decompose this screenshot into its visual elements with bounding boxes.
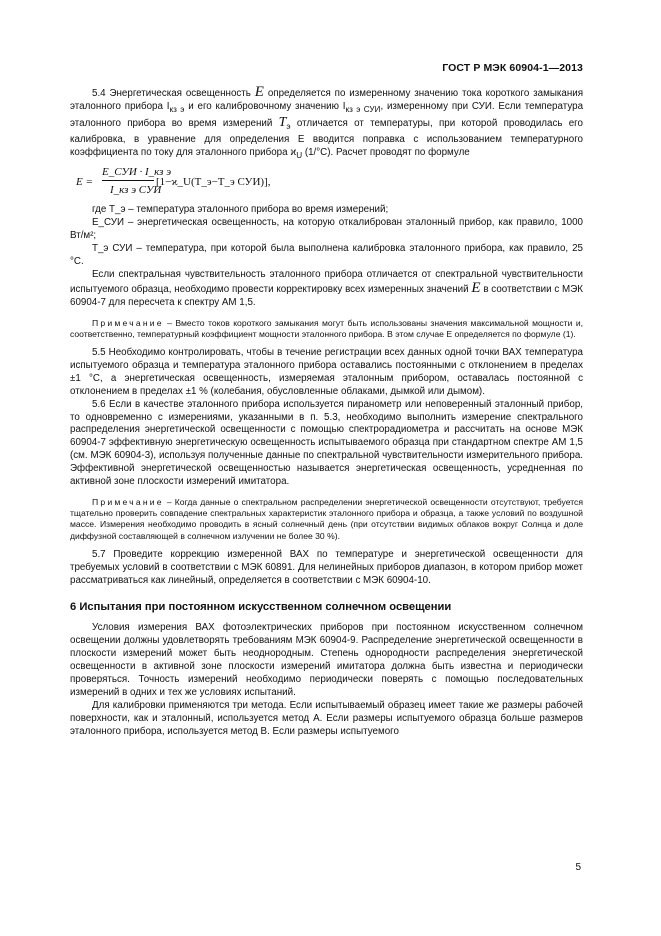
definition-item: T_э СУИ – температура, при которой была выполнена калибровка эталонного прибора, как правило, 25 °C. (70, 243, 583, 268)
paragraph-5-6: 5.6 Если в качестве эталонного прибора используется пиранометр или неповеренный эталонный прибор, то одновременно с измерениями, указанными в п. 5.3, необходимо выполнить измерение спектрального распределения энергетической освещенности с помощью спектрорадиометра и рассчитать на основе МЭК 60904-7 эффективную энергетическую освещенность испытываемого образца при стандартном спектре АМ 1,5 (см. МЭК 60904-3), используя полученные данные по спектральной чувствительности измерительного прибора. Эффективной энергетической освещенностью называется энергетическая освещенность, усредненная по активной зоне плоскости измерений имитатора. (70, 398, 583, 488)
page-number: 5 (575, 862, 581, 873)
paragraph-6-1: Условия измерения ВАХ фотоэлектрических приборов при постоянном искусственном солнечном освещении должны удовлетворять требованиям МЭК 60904-9. Распределение энергетической освещенности в плоскости измерений может быть неоднородным. Степень однородности распределения энергетической освещенности в активной зоне плоскости измерений имитатора должна быть известна и периодически проверяться. Точность измерений необходимо периодически поверять с помощью последовательных измерений в одних и тех же условиях испытаний. (70, 622, 583, 698)
fraction-bar (102, 180, 154, 181)
section-6-heading: 6 Испытания при постоянном искусственном солнечном освещении (70, 600, 452, 613)
paragraph-5-5: 5.5 Необходимо контролировать, чтобы в течение регистрации всех данных одной точки ВАХ температура испытуемого образца и температура эталонного прибора оставались постоянными с отклонением в пределах ±1 °C, а энергетическая освещенность, измеряемая эталонным прибором, оставалась постоянной с отклонением в пределах ±1 % (колебания, обусловленные облаками, дымкой или дымом). (70, 347, 583, 397)
symbol-e: E (471, 279, 481, 296)
note-2: Примечание – Когда данные о спектральном распределении энергетической освещенности отсутствуют, требуется тщательно проверить совпадение спектральных характеристик эталонного прибора и образца, а также условий по воздушной массе. Измерения необходимо проводить в ясный солнечный день (при отсутствии видимых облаков вокруг Солнца и доле диффузной составляющей в солнечном излучении не более 30 %). (70, 497, 583, 541)
symbol-e: E (254, 84, 264, 100)
note-1: Примечание – Вместо токов короткого замыкания могут быть использованы значения максимальной мощности и, соответственно, температурный коэффициент мощности эталонного прибора. В этом случае E определяется по формуле (1). (70, 317, 584, 339)
page-body (70, 86, 583, 739)
document-header: ГОСТ Р МЭК 60904-1—2013 (442, 62, 583, 74)
symbol-t: T (278, 114, 287, 130)
formula-numerator: E_СУИ · I_кз э (102, 166, 172, 179)
paragraph-5-7: 5.7 Проведите коррекцию измеренной ВАХ по температуре и энергетической освещенности для требуемых условий в соответствии с МЭК 60891. Для нелинейных приборов диапазон, в котором прибор может рассматриваться как линейный, определяется в соответствии с МЭК 60904-10. (70, 548, 583, 586)
definition-item: E_СУИ – энергетическая освещенность, на которую откалиброван эталонный прибор, как правило, 1000 Вт/м²; (70, 217, 583, 242)
formula-1: E = E_СУИ · I_кз э I_кз э СУИ [1−ϰ_U(T_э−T_э СУИ)], (76, 166, 271, 197)
formula-denominator: I_кз э СУИ (110, 184, 162, 197)
definition-item: где T_э – температура эталонного прибора во время измерений; (92, 204, 389, 216)
paragraph-6-2: Для калибровки применяются три метода. Если испытываемый образец имеет такие же размеры рабочей поверхности, как и эталонный, используется метод А. Если размеры испытуемого образца больше размеров эталонного прибора, используется метод В. Если размеры испытуемого (70, 699, 583, 737)
paragraph-5-4: 5.4 Энергетическая освещенность E определяется по измеренному значению тока короткого замыкания эталонного прибора $I_{кз э}$ и его калибровочному значению $I_{кз э СУИ}$, измеренному при СУИ. Если температура эталонного прибора во время измерений $T_э$ отличается от температуры, при которой проводилась его калибровка, в уравнение для определения E вводится поправка с использованием температурного коэффициента по току для эталонного прибора $ϰ_U$ (1/°C). Расчет проводят по формуле (70, 84, 584, 160)
paragraph-spectral: Если спектральная чувствительность эталонного прибора отличается от спектральной чувствительности испытуемого образца, необходимо провести корректировку всех измеренных значений E в соответствии с МЭК 60904-7 для пересчета к спектру АМ 1,5. (70, 268, 583, 308)
